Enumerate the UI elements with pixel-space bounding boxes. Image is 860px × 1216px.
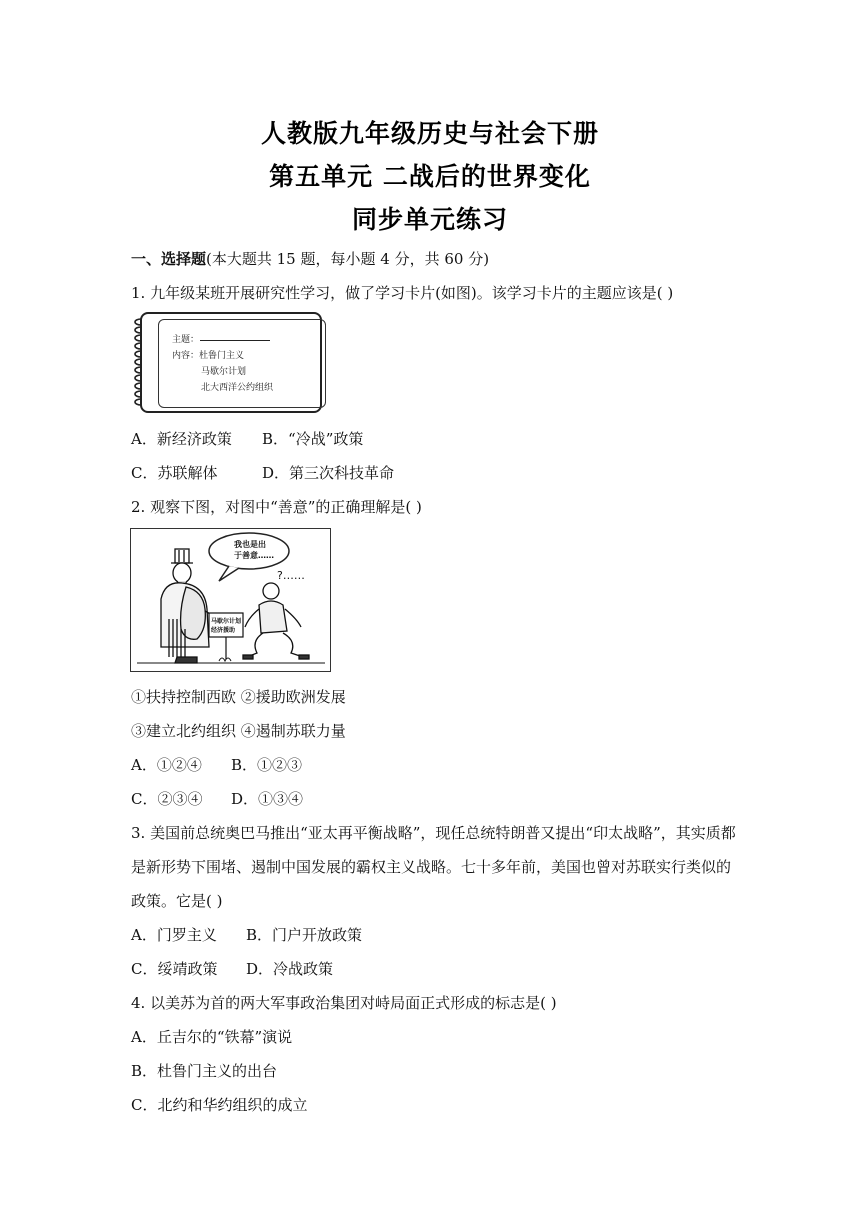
doc-title-line-2: 第五单元 二战后的世界变化 bbox=[269, 162, 591, 191]
doc-title-line-1: 人教版九年级历史与社会下册 bbox=[260, 119, 599, 148]
card-frame bbox=[140, 312, 322, 413]
question-2-stem: 2. 观察下图，对图中“善意”的正确理解是( ) bbox=[131, 498, 422, 516]
card-item-marshall: 马歇尔计划 bbox=[201, 367, 247, 377]
q2-statements-row-2: ③建立北约组织 ④遏制苏联力量 bbox=[131, 722, 346, 740]
study-card-figure bbox=[130, 312, 322, 413]
bubble-line-1: 我也是出 bbox=[234, 540, 266, 549]
card-theme-label: 主题： bbox=[172, 335, 200, 345]
q2-statements-row-1: ①扶持控制西欧 ②援助欧洲发展 bbox=[131, 688, 346, 706]
question-1-stem: 1. 九年级某班开展研究性学习，做了学习卡片(如图)。该学习卡片的主题应该是( ) bbox=[131, 284, 674, 302]
sign-line-2: 经济援助 bbox=[211, 627, 236, 634]
q1-option-c: C．苏联解体 bbox=[131, 464, 218, 482]
doc-title-line-3: 同步单元练习 bbox=[351, 205, 508, 234]
section-heading bbox=[131, 248, 489, 269]
section-title: 一、选择题 bbox=[131, 250, 207, 268]
q4-option-b: B．杜鲁门主义的出台 bbox=[131, 1062, 278, 1080]
q1-option-d: D．第三次科技革命 bbox=[262, 464, 395, 482]
marshall-plan-cartoon bbox=[130, 528, 331, 672]
card-theme-blank bbox=[200, 340, 270, 341]
q1-option-a: A．新经济政策 bbox=[131, 430, 232, 448]
q2-option-b: B．①②③ bbox=[231, 756, 303, 774]
q4-option-c: C．北约和华约组织的成立 bbox=[131, 1096, 308, 1114]
q3-option-d: D．冷战政策 bbox=[246, 960, 334, 978]
q2-option-a: A．①②④ bbox=[131, 756, 202, 774]
question-3-stem-line-3: 政策。它是( ) bbox=[131, 892, 223, 910]
question-3-stem-line-1: 3. 美国前总统奥巴马推出“亚太再平衡战略”，现任总统特朗普又提出“印太战略”，其实质都 bbox=[131, 824, 736, 842]
q1-option-b: B．“冷战”政策 bbox=[262, 430, 364, 448]
sign-line-1: 马歇尔计划 bbox=[211, 618, 242, 625]
q3-option-a: A．门罗主义 bbox=[131, 926, 217, 944]
question-4-stem: 4. 以美苏为首的两大军事政治集团对峙局面正式形成的标志是( ) bbox=[131, 994, 557, 1012]
q3-option-b: B．门户开放政策 bbox=[246, 926, 363, 944]
question-3-stem-line-2: 是新形势下围堵、遏制中国发展的霸权主义战略。七十多年前，美国也曾对苏联实行类似的 bbox=[131, 858, 732, 876]
card-item-nato: 北大西洋公约组织 bbox=[201, 383, 274, 393]
section-note: (本大题共 15 题，每小题 4 分，共 60 分) bbox=[206, 250, 490, 268]
q2-option-c: C．②③④ bbox=[131, 790, 203, 808]
q2-option-d: D．①③④ bbox=[231, 790, 304, 808]
bubble-line-2: 于善意…… bbox=[234, 551, 274, 560]
q4-option-a: A．丘吉尔的“铁幕”演说 bbox=[131, 1028, 293, 1046]
q3-option-c: C．绥靖政策 bbox=[131, 960, 218, 978]
cartoon-question-mark: ?…… bbox=[277, 569, 305, 582]
cartoon-drawing bbox=[131, 529, 330, 671]
card-content-label: 内容：杜鲁门主义 bbox=[172, 351, 245, 361]
